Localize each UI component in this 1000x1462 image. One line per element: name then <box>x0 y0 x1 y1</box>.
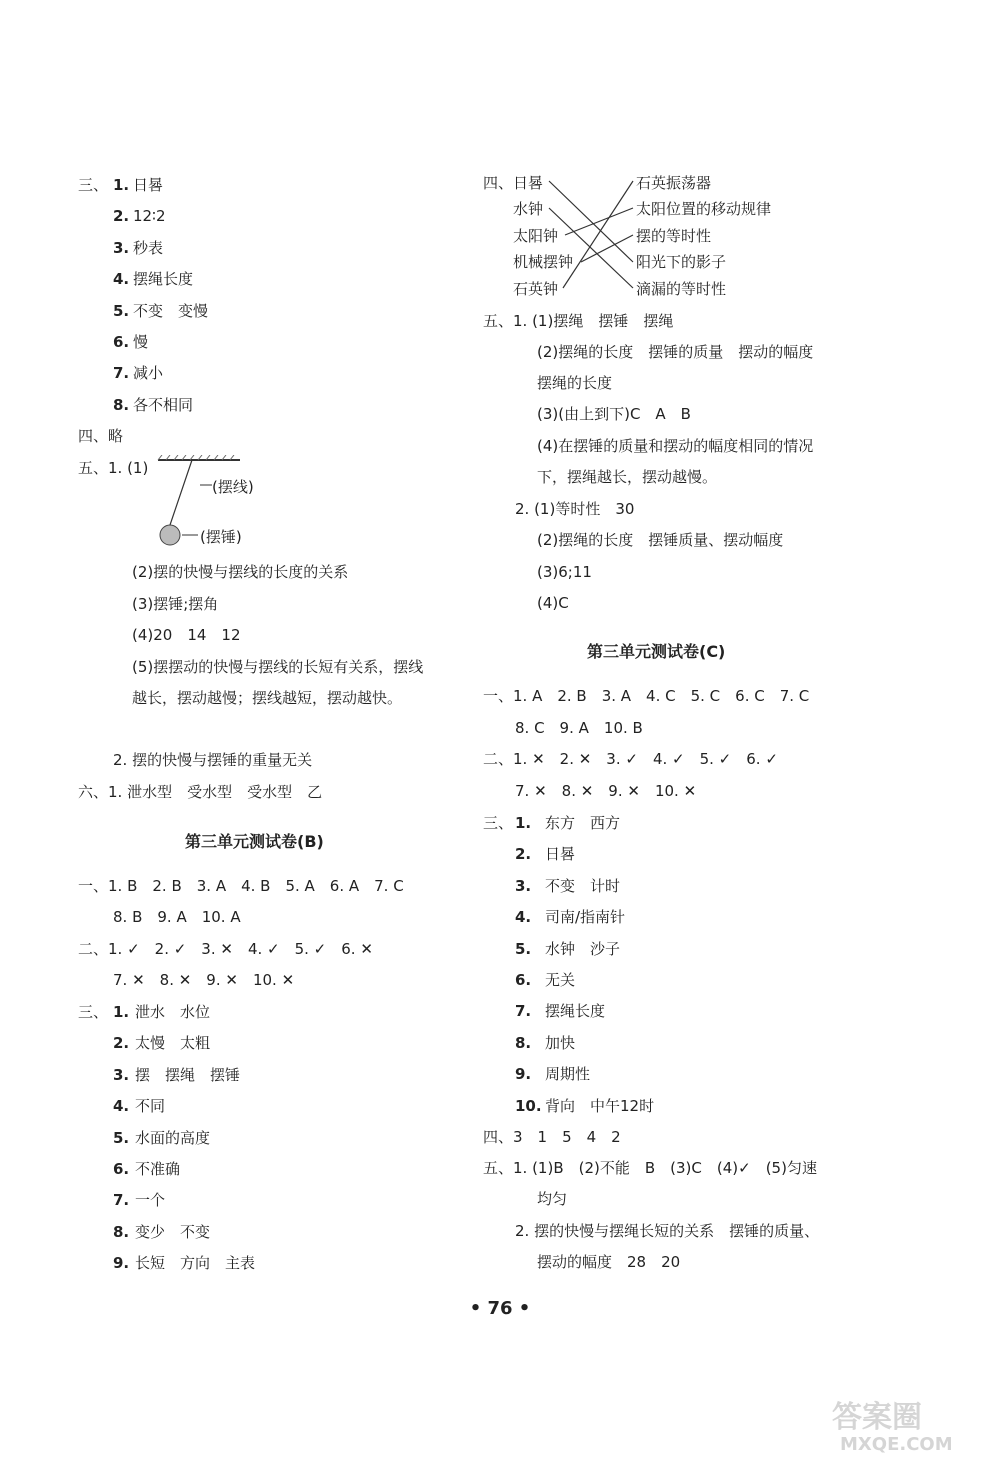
c3-label: 三、 <box>483 814 514 832</box>
c3-item-num: 9. <box>515 1065 532 1084</box>
right-sec5-line: (3)6;11 <box>537 563 592 581</box>
match-left-item: 太阳钟 <box>513 227 559 245</box>
c3-item-num: 4. <box>515 908 532 927</box>
left-sec3-item-text: 不变 变慢 <box>133 301 209 320</box>
left-sec5-2: 2. 摆的快慢与摆锤的重量无关 <box>113 751 313 769</box>
watermark-logo <box>830 1395 995 1455</box>
match-right-item: 石英振荡器 <box>636 174 712 192</box>
right-sec5-line: (3)(由上到下)C A B <box>537 405 691 423</box>
left-sec5-line: (5)摆摆动的快慢与摆线的长短有关系，摆线 <box>132 658 424 676</box>
right-sec5-line: 五、1. (1)摆绳 摆锤 摆绳 <box>483 312 674 330</box>
b3-item-text: 泄水 水位 <box>135 1003 211 1021</box>
c2-line1: 二、1. ✕ 2. ✕ 3. ✓ 4. ✓ 5. ✓ 6. ✓ <box>483 750 778 768</box>
right-sec5-line: 2. (1)等时性 30 <box>515 500 635 518</box>
c3-item-num: 10. <box>515 1096 542 1115</box>
left-sec3-item-text: 各不相同 <box>133 395 194 414</box>
b3-item-num: 5. <box>113 1128 130 1147</box>
c3-item-num: 1. <box>515 814 532 832</box>
left-sec4: 四、略 <box>78 427 124 445</box>
right-sec4-label: 四、 <box>483 174 514 192</box>
left-sec5-line: (2)摆的快慢与摆线的长度的关系 <box>132 563 349 581</box>
c3-item-text: 日晷 <box>545 845 576 864</box>
b3-item-num: 2. <box>113 1034 130 1053</box>
match-left-item: 水钟 <box>513 200 544 218</box>
c3-item-num: 5. <box>515 939 532 958</box>
pendulum-bob-label: (摆锤) <box>200 528 242 546</box>
c3-item-text: 东方 西方 <box>545 814 621 832</box>
match-left-item: 石英钟 <box>513 280 559 298</box>
left-sec3-item-text: 慢 <box>133 333 149 351</box>
b1-line1: 一、1. B 2. B 3. A 4. B 5. A 6. A 7. C <box>78 877 404 895</box>
left-sec3-item-num: 1. <box>113 176 130 194</box>
b3-item-text: 不准确 <box>135 1160 181 1178</box>
left-sec3-item-num: 3. <box>113 238 130 257</box>
title-test-c: 第三单元测试卷(C) <box>587 642 726 661</box>
b3-label: 三、 <box>78 1003 109 1021</box>
left-sec3-item-text: 摆绳长度 <box>133 270 194 289</box>
b3-item-num: 6. <box>113 1160 130 1178</box>
c2-line2: 7. ✕ 8. ✕ 9. ✕ 10. ✕ <box>515 782 697 800</box>
match-right-item: 阳光下的影子 <box>636 253 727 271</box>
left-sec6: 六、1. 泄水型 受水型 受水型 乙 <box>78 783 323 801</box>
matching-lines <box>545 172 645 297</box>
b2-line1: 二、1. ✓ 2. ✓ 3. ✕ 4. ✓ 5. ✓ 6. ✕ <box>78 940 373 958</box>
left-sec3-item-num: 8. <box>113 395 130 414</box>
right-sec5-line: (2)摆绳的长度 摆锤质量、摆动幅度 <box>537 531 784 549</box>
c3-item-text: 司南/指南针 <box>545 908 626 927</box>
right-sec5-line: (4)在摆锤的质量和摆动的幅度相同的情况 <box>537 437 814 455</box>
left-sec3-item-num: 7. <box>113 364 130 383</box>
match-right-item: 滴漏的等时性 <box>636 280 727 298</box>
left-sec3-item-text: 减小 <box>133 364 164 383</box>
svg-text:答案圈: 答案圈 <box>832 1400 922 1435</box>
left-sec3-label: 三、 <box>78 176 109 194</box>
right-sec5-line: 下，摆绳越长，摆动越慢。 <box>537 468 718 486</box>
b3-item-text: 变少 不变 <box>135 1222 211 1241</box>
b1-line2: 8. B 9. A 10. A <box>113 908 241 926</box>
c1-line1: 一、1. A 2. B 3. A 4. C 5. C 6. C 7. C <box>483 687 810 705</box>
c5-line4: 摆动的幅度 28 20 <box>537 1253 681 1271</box>
left-sec3-item-num: 4. <box>113 270 130 289</box>
b3-item-num: 7. <box>113 1191 130 1210</box>
title-test-b: 第三单元测试卷(B) <box>185 832 324 851</box>
c5-line2: 均匀 <box>537 1190 568 1208</box>
left-sec5-head: 五、1. (1) <box>78 459 149 477</box>
left-sec5-line: 越长，摆动越慢；摆线越短，摆动越快。 <box>132 689 403 707</box>
left-sec3-item-num: 6. <box>113 333 130 351</box>
svg-text:MXQE.COM: MXQE.COM <box>840 1434 953 1455</box>
left-sec3-item-num: 2. <box>113 207 130 226</box>
c5-line3: 2. 摆的快慢与摆绳长短的关系 摆锤的质量、 <box>515 1222 820 1240</box>
b3-item-num: 3. <box>113 1065 130 1084</box>
c4-line: 四、3 1 5 4 2 <box>483 1128 621 1146</box>
b3-item-num: 1. <box>113 1003 130 1021</box>
b3-item-num: 4. <box>113 1097 130 1116</box>
c5-line1: 五、1. (1)B (2)不能 B (3)C (4)✓ (5)匀速 <box>483 1159 817 1177</box>
c3-item-text: 加快 <box>545 1033 576 1052</box>
left-sec3-item-num: 5. <box>113 301 130 320</box>
left-sec3-item-text: 12∶2 <box>133 207 166 226</box>
b3-item-num: 8. <box>113 1222 130 1241</box>
b2-line2: 7. ✕ 8. ✕ 9. ✕ 10. ✕ <box>113 971 295 989</box>
left-sec3-item-text: 秒表 <box>133 238 164 257</box>
match-right-item: 太阳位置的移动规律 <box>636 200 772 218</box>
c3-item-text: 水钟 沙子 <box>545 939 621 958</box>
left-sec5-line: (4)20 14 12 <box>132 626 241 644</box>
c3-item-text: 不变 计时 <box>545 876 621 895</box>
c3-item-text: 周期性 <box>545 1065 591 1084</box>
c3-item-num: 7. <box>515 1002 532 1021</box>
c3-item-num: 6. <box>515 971 532 989</box>
c3-item-text: 无关 <box>545 971 576 989</box>
pendulum-line-label: (摆线) <box>212 478 254 496</box>
b3-item-text: 不同 <box>135 1097 166 1116</box>
c3-item-num: 2. <box>515 845 532 864</box>
b3-item-text: 一个 <box>135 1191 166 1210</box>
left-sec3-item-text: 日晷 <box>133 176 164 194</box>
left-sec5-line: (3)摆锤;摆角 <box>132 595 219 613</box>
right-sec5-line: 摆绳的长度 <box>537 374 613 392</box>
c3-item-num: 8. <box>515 1033 532 1052</box>
match-left-item: 日晷 <box>513 174 544 192</box>
right-sec5-line: (2)摆绳的长度 摆锤的质量 摆动的幅度 <box>537 343 814 361</box>
b3-item-text: 长短 方向 主表 <box>135 1254 256 1273</box>
c1-line2: 8. C 9. A 10. B <box>515 719 643 737</box>
match-left-item: 机械摆钟 <box>513 253 574 271</box>
b3-item-text: 水面的高度 <box>135 1128 211 1147</box>
match-right-item: 摆的等时性 <box>636 227 712 245</box>
b3-item-text: 太慢 太粗 <box>135 1034 211 1053</box>
b3-item-num: 9. <box>113 1254 130 1273</box>
c3-item-num: 3. <box>515 876 532 895</box>
page-number: • 76 • <box>469 1298 531 1319</box>
c3-item-text: 背向 中午12时 <box>545 1096 655 1115</box>
c3-item-text: 摆绳长度 <box>545 1002 606 1021</box>
right-sec5-line: (4)C <box>537 594 569 612</box>
b3-item-text: 摆 摆绳 摆锤 <box>135 1065 241 1084</box>
